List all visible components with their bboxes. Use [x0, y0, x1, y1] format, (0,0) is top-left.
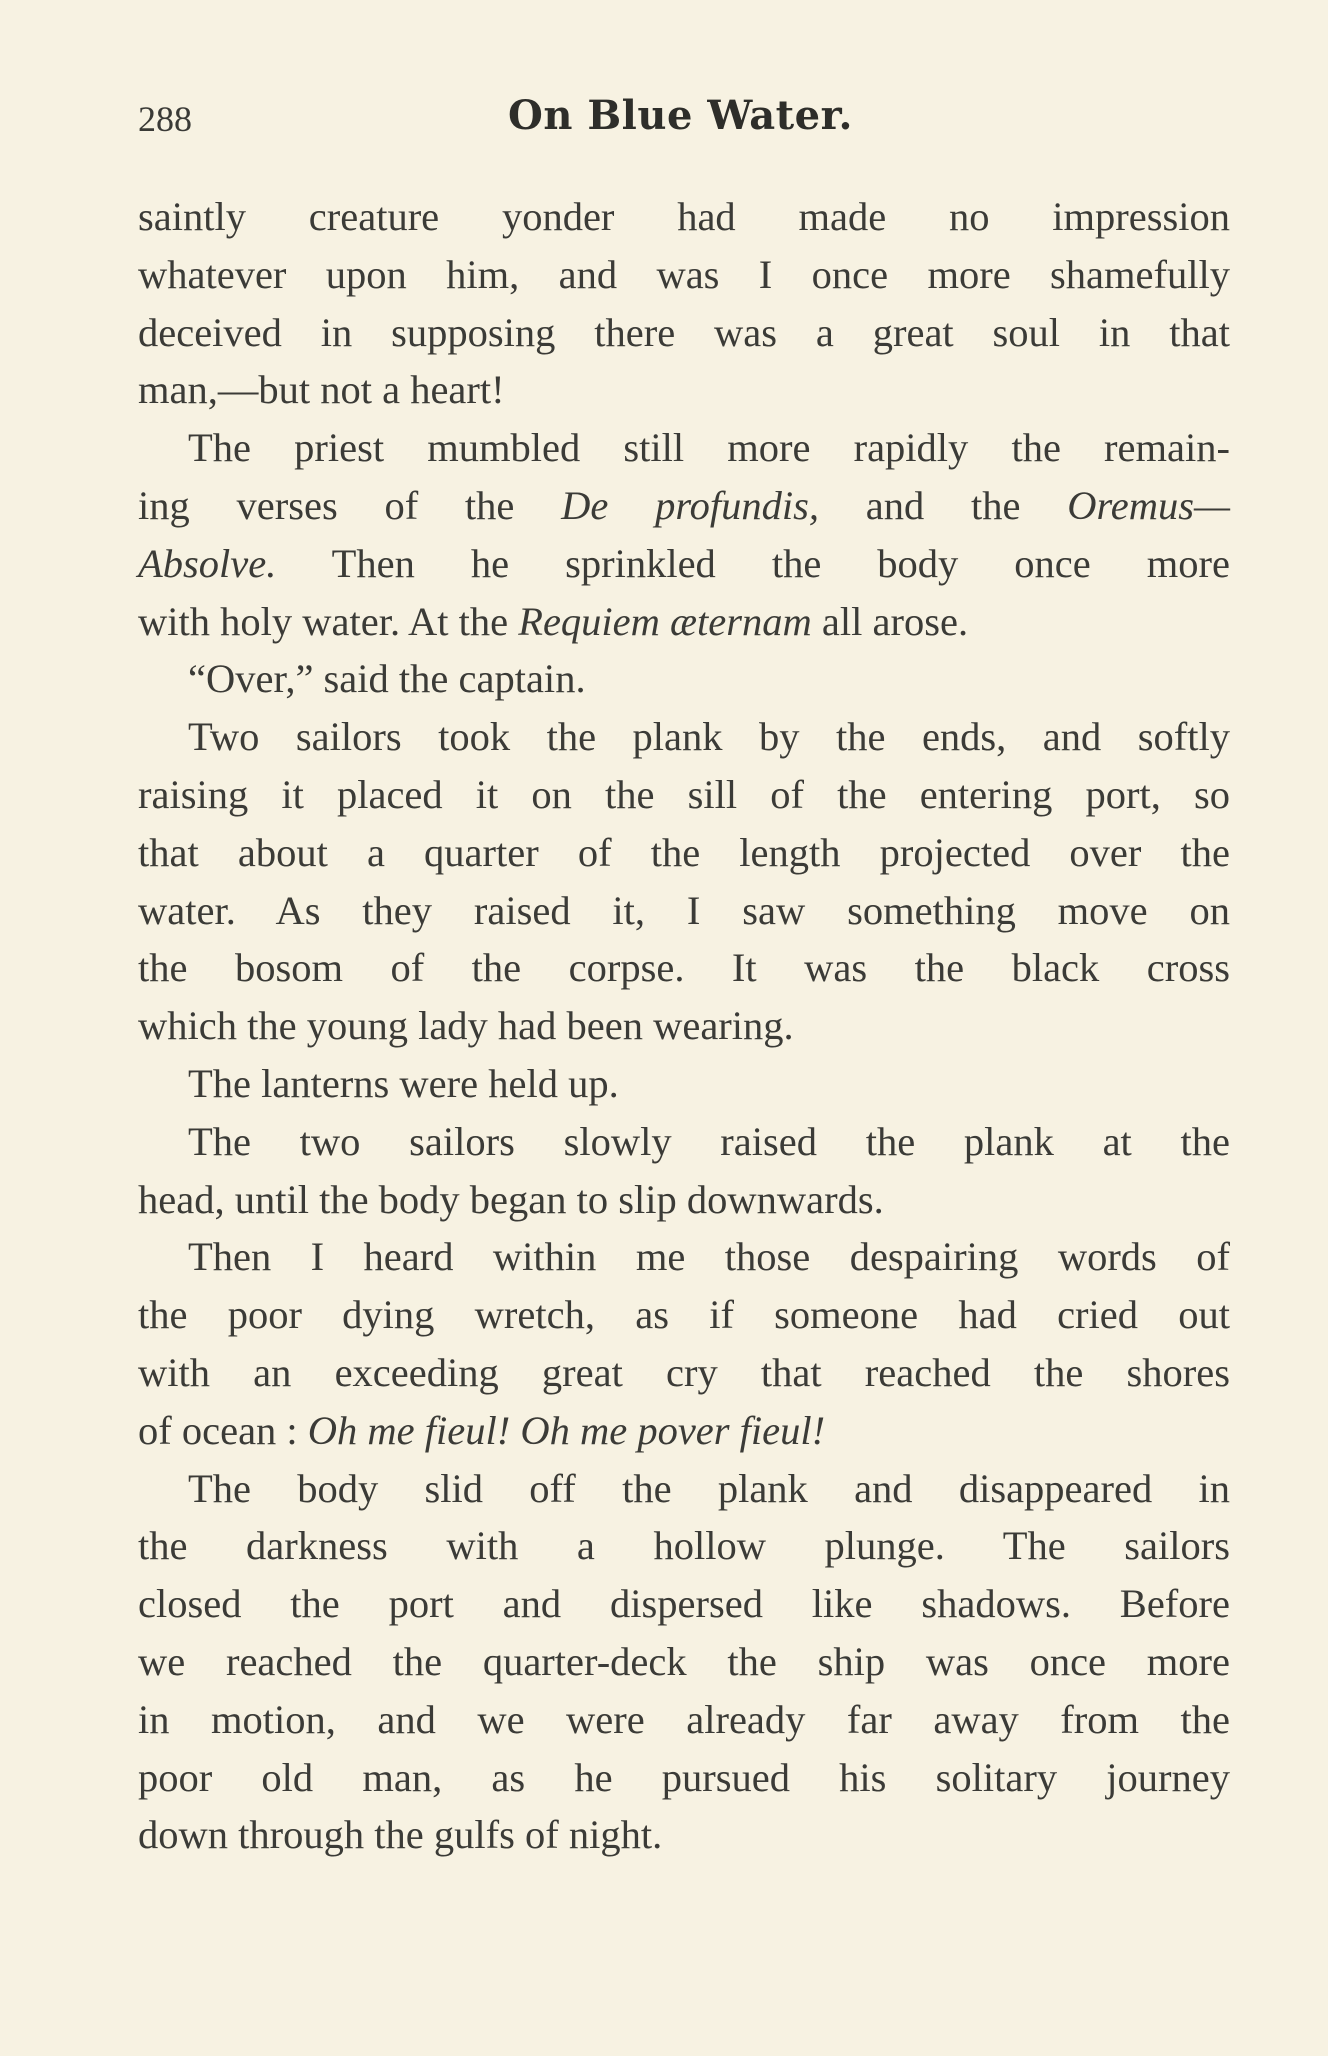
text-line: Absolve. Then he sprinkled the body once more	[138, 540, 1230, 586]
text-line: deceived in supposing there was a great soul in that	[138, 309, 1230, 355]
paragraph-start-line: The two sailors slowly raised the plank at the	[188, 1118, 1230, 1164]
text-line: closed the port and dispersed like shadows. Before	[138, 1581, 1230, 1627]
text-line: raising it placed it on the sill of the entering port, so	[138, 771, 1230, 817]
text-line: with holy water. At the Requiem æternam all arose.	[138, 598, 969, 644]
text-line: head, until the body began to slip downwards.	[138, 1176, 884, 1222]
body-text	[138, 188, 1230, 1864]
text-line: whatever upon him, and was I once more shamefully	[138, 251, 1230, 297]
italic-latin-text: Requiem æternam	[518, 598, 812, 644]
paragraph-start-line: “Over,” said the captain.	[188, 656, 586, 702]
paragraph-start-line: Then I heard within me those despairing words of	[188, 1234, 1230, 1280]
text-line: water. As they raised it, I saw something move on	[138, 887, 1230, 933]
paragraph-start-line: The lanterns were held up.	[188, 1060, 619, 1106]
text-line: down through the gulfs of night.	[138, 1812, 663, 1858]
text-line: which the young lady had been wearing.	[138, 1003, 794, 1049]
page-number: 288	[138, 99, 192, 139]
running-head: On Blue Water.	[508, 92, 853, 139]
text-line: the bosom of the corpse. It was the black cross	[138, 945, 1230, 991]
text-line: that about a quarter of the length projected over the	[138, 829, 1230, 875]
text-line: saintly creature yonder had made no impression	[138, 194, 1230, 239]
text-line: the poor dying wretch, as if someone had cried out	[138, 1292, 1230, 1338]
text-line: we reached the quarter-deck the ship was once more	[138, 1638, 1230, 1684]
page-header	[138, 92, 1238, 152]
text-line: in motion, and we were already far away from the	[138, 1696, 1230, 1742]
text-line: of ocean : Oh me fieul! Oh me pover fieul!	[138, 1407, 826, 1453]
paragraph-start-line: The priest mumbled still more rapidly the remain-	[188, 425, 1230, 471]
italic-dialect-text: Oh me fieul! Oh me pover fieul!	[307, 1407, 826, 1453]
italic-latin-text: Oremus—	[1067, 482, 1230, 528]
text-line: poor old man, as he pursued his solitary journey	[138, 1754, 1230, 1800]
paragraph-start-line: Two sailors took the plank by the ends, and softly	[188, 714, 1230, 760]
text-line: the darkness with a hollow plunge. The sailors	[138, 1523, 1230, 1569]
text-line: man,—but not a heart!	[138, 367, 505, 413]
text-line: ing verses of the De profundis, and the Oremus—	[138, 482, 1230, 528]
text-line: with an exceeding great cry that reached the shores	[138, 1349, 1230, 1395]
italic-latin-text: De profundis,	[561, 482, 820, 528]
paragraph-start-line: The body slid off the plank and disappeared in	[188, 1465, 1230, 1511]
italic-latin-text: Absolve.	[138, 540, 277, 586]
